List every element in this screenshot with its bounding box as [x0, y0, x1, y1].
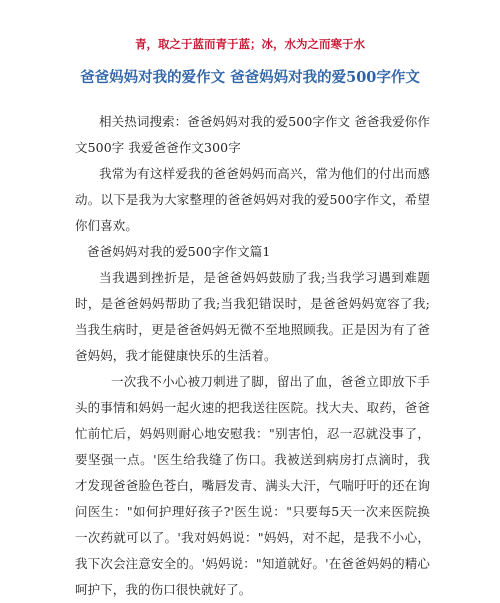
- motto-banner: 青，取之于蓝而青于蓝；冰，水为之而寒于水: [135, 37, 365, 51]
- intro-paragraph: 我常为有这样爱我的爸爸妈妈而高兴，常为他们的付出而感动。以下是我为大家整理的爸爸妈妈对我的爱500字作文，希望你们喜欢。: [75, 166, 430, 233]
- section-heading: 爸爸妈妈对我的爱500字作文篇1: [87, 244, 271, 259]
- body-paragraph-1: 当我遇到挫折是，是爸爸妈妈鼓励了我;当我学习遇到难题时，是爸爸妈妈帮助了我;当我犯错误时，是爸爸妈妈宽容了我;当我生病时，更是爸爸妈妈无微不至地照顾我。正是因为有了爸爸妈妈，我才能健康快乐的生活着。: [75, 270, 430, 363]
- keywords-line: 相关热词搜索：爸爸妈妈对我的爱500字作文 爸爸我爱你作文500字 我爱爸爸作文300字: [75, 114, 430, 155]
- article-body: [75, 109, 430, 603]
- body-paragraph-2: 一次我不小心被刀刺进了脚，留出了血，爸爸立即放下手头的事情和妈妈一起火速的把我送往医院。找大夫、取药，爸爸忙前忙后，妈妈则耐心地安慰我："别害怕，忍一忍就没事了，要坚强一点。'医生给我缝了伤口。我被送到病房打点滴时，我才发现爸爸脸色苍白，嘴唇发青、满头大汗，气喘吁吁的还在询问医生："如何护理好孩子?'医生说："只要每5天一次来医院换一次药就可以了。'我对妈妈说："妈妈，对不起，是我不小心，我下次会注意安全的。'妈妈说："知道就好。'在爸爸妈妈的精心呵护下，我的伤口很快就好了。: [75, 374, 430, 597]
- page-title: 爸爸妈妈对我的爱作文 爸爸妈妈对我的爱500字作文: [80, 69, 420, 86]
